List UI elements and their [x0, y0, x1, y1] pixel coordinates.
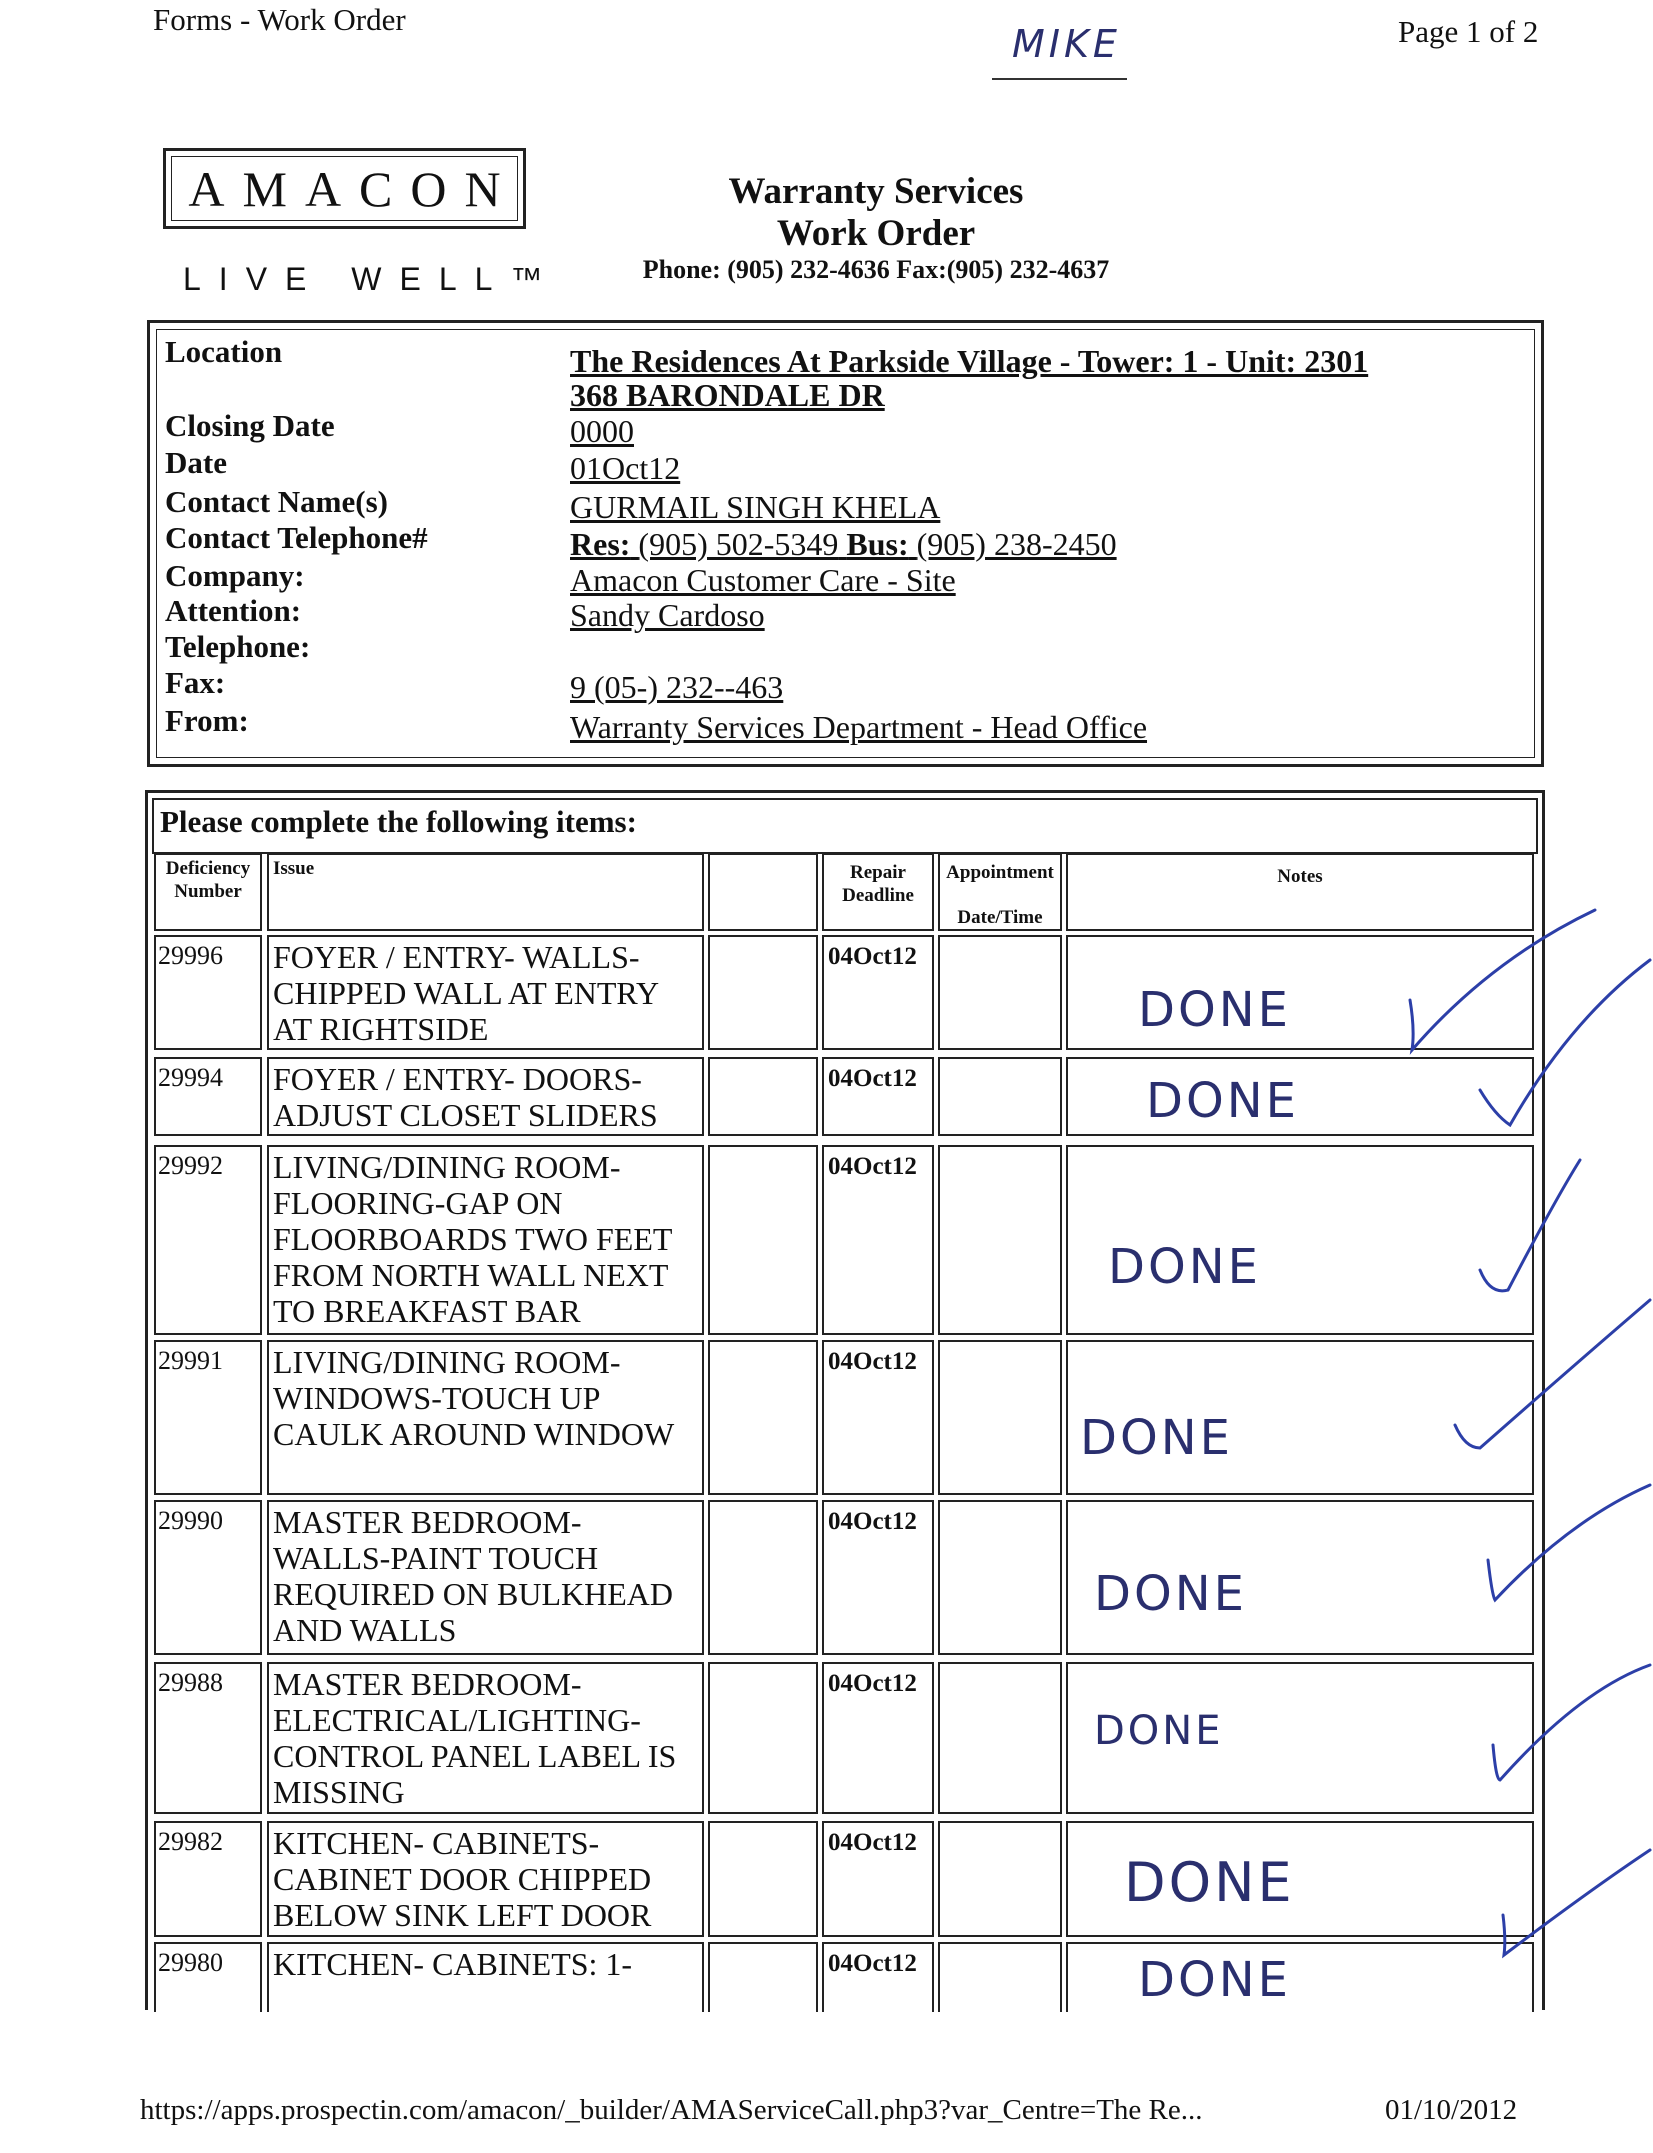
logo-inner-border — [171, 156, 518, 221]
deficiency-number: 29994 — [158, 1063, 223, 1092]
note-done: DONE — [1094, 1708, 1224, 1754]
note-done: DONE — [1138, 1952, 1291, 2008]
repair-deadline: 04Oct12 — [828, 1829, 917, 1856]
label-company: Company: — [165, 558, 305, 593]
repair-deadline: 04Oct12 — [828, 1950, 917, 1977]
issue-cell — [267, 1942, 704, 2012]
issue-text: FOYER / ENTRY- DOORS- ADJUST CLOSET SLIDERS — [273, 1061, 658, 1133]
footer-url: https://apps.prospectin.com/amacon/_builder/AMAServiceCall.php3?var_Centre=The Re... — [140, 2094, 1203, 2126]
appointment-cell — [938, 1145, 1062, 1335]
header-appointment: Appointment — [946, 862, 1054, 883]
table-row — [154, 1340, 262, 1495]
appointment-cell — [938, 1340, 1062, 1495]
logo-tagline: LIVE WELL™ — [183, 261, 561, 297]
repair-deadline: 04Oct12 — [828, 1670, 917, 1697]
header-page-number: Page 1 of 2 — [1398, 14, 1539, 49]
check-mark-icon — [1488, 1485, 1650, 1600]
value-from: Warranty Services Department - Head Office — [570, 709, 1148, 745]
repair-deadline: 04Oct12 — [828, 1065, 917, 1092]
label-location: Location — [165, 334, 283, 369]
deficiency-number: 29980 — [158, 1948, 223, 1977]
blank-cell — [708, 935, 818, 1050]
repair-deadline: 04Oct12 — [828, 1153, 917, 1180]
note-done: DONE — [1080, 1410, 1233, 1466]
deadline-cell — [822, 1500, 934, 1655]
value-location-line2: 368 BARONDALE DR — [570, 377, 885, 413]
table-row — [154, 1942, 262, 2012]
header-deficiency-1: Deficiency — [165, 858, 251, 879]
appointment-cell — [938, 1057, 1062, 1136]
header-repair-2: Deadline — [842, 885, 914, 906]
bus-label: Bus: — [846, 526, 909, 562]
value-location-line1: The Residences At Parkside Village - Tower: 1 - Unit: 2301 — [570, 343, 1369, 379]
handwritten-underline — [992, 78, 1127, 80]
deficiency-number: 29982 — [158, 1827, 223, 1856]
table-row — [154, 1057, 262, 1136]
label-contact-telephone: Contact Telephone# — [165, 520, 428, 555]
check-mark-icon — [1410, 910, 1595, 1050]
issue-text: MASTER BEDROOM- ELECTRICAL/LIGHTING- CONTROL PANEL LABEL IS MISSING — [273, 1666, 677, 1810]
deadline-cell — [822, 1662, 934, 1814]
header-repair-1: Repair — [850, 862, 906, 883]
blank-cell — [708, 1942, 818, 2012]
label-closing-date: Closing Date — [165, 408, 335, 443]
header-issue: Issue — [273, 858, 315, 879]
label-telephone: Telephone: — [165, 629, 311, 664]
repair-deadline: 04Oct12 — [828, 1348, 917, 1375]
blank-cell — [708, 1662, 818, 1814]
note-done: DONE — [1108, 1239, 1261, 1295]
note-done: DONE — [1124, 1851, 1295, 1914]
table-row — [154, 1662, 262, 1814]
res-label: Res: — [570, 526, 631, 562]
document-title-line1: Warranty Services — [728, 171, 1024, 212]
contact-phone-fax: Phone: (905) 232-4636 Fax:(905) 232-4637 — [642, 255, 1110, 284]
label-contact-names: Contact Name(s) — [165, 484, 388, 519]
value-contact-names: GURMAIL SINGH KHELA — [570, 489, 941, 525]
deficiency-number: 29996 — [158, 941, 223, 970]
header-datetime: Date/Time — [957, 907, 1043, 928]
appointment-cell — [938, 935, 1062, 1050]
label-attention: Attention: — [165, 593, 302, 628]
deadline-cell — [822, 1340, 934, 1495]
footer-date: 01/10/2012 — [1385, 2094, 1518, 2126]
issue-text: KITCHEN- CABINETS: 1- — [273, 1946, 633, 1982]
issue-text: LIVING/DINING ROOM- FLOORING-GAP ON FLOORBOARDS TWO FEET FROM NORTH WALL NEXT TO BREAKFAST BAR — [273, 1149, 673, 1329]
value-closing-date: 0000 — [570, 413, 634, 449]
repair-deadline: 04Oct12 — [828, 943, 917, 970]
deficiency-number: 29991 — [158, 1346, 223, 1375]
header-repair-cell — [822, 853, 934, 931]
check-mark-icon — [1455, 1300, 1650, 1448]
check-mark-icon — [1493, 1665, 1650, 1780]
issue-cell — [267, 1057, 704, 1136]
table-row — [154, 1145, 262, 1335]
amacon-logo — [163, 148, 526, 229]
issue-cell — [267, 1145, 704, 1335]
note-done: DONE — [1138, 982, 1291, 1038]
table-row — [154, 935, 262, 1050]
note-done: DONE — [1094, 1566, 1247, 1622]
items-title: Please complete the following items: — [160, 804, 637, 839]
note-done: DONE — [1146, 1073, 1299, 1129]
table-row — [154, 1500, 262, 1655]
issue-text: FOYER / ENTRY- WALLS- CHIPPED WALL AT ENTRY AT RIGHTSIDE — [273, 939, 660, 1047]
header-form-title: Forms - Work Order — [153, 2, 406, 37]
handwritten-name: MIKE — [1012, 22, 1121, 66]
issue-cell — [267, 1340, 704, 1495]
header-deficiency-2: Number — [174, 881, 242, 902]
deadline-cell — [822, 1057, 934, 1136]
issue-cell — [267, 1821, 704, 1937]
value-company: Amacon Customer Care - Site — [570, 562, 956, 598]
deadline-cell — [822, 1942, 934, 2012]
value-attention: Sandy Cardoso — [570, 597, 765, 633]
res-phone: (905) 502-5349 — [638, 526, 839, 562]
label-fax: Fax: — [165, 665, 226, 700]
blank-cell — [708, 1145, 818, 1335]
header-notes: Notes — [1277, 866, 1323, 887]
header-blank-cell — [708, 853, 818, 931]
bus-phone: (905) 238-2450 — [916, 526, 1117, 562]
blank-cell — [708, 1821, 818, 1937]
deadline-cell — [822, 1821, 934, 1937]
deadline-cell — [822, 1145, 934, 1335]
check-marks — [1380, 900, 1653, 2000]
issue-text: MASTER BEDROOM- WALLS-PAINT TOUCH REQUIRED ON BULKHEAD AND WALLS — [273, 1504, 673, 1648]
label-from: From: — [165, 703, 249, 738]
value-date: 01Oct12 — [570, 450, 681, 486]
deficiency-number: 29990 — [158, 1506, 223, 1535]
check-mark-icon — [1503, 1850, 1650, 1955]
issue-cell — [267, 935, 704, 1050]
deficiency-number: 29988 — [158, 1668, 223, 1697]
issue-cell — [267, 1500, 704, 1655]
logo-name: AMACON — [188, 160, 519, 217]
table-row — [154, 1821, 262, 1937]
issue-text: LIVING/DINING ROOM- WINDOWS-TOUCH UP CAULK AROUND WINDOW — [273, 1344, 675, 1452]
issue-cell — [267, 1662, 704, 1814]
appointment-cell — [938, 1500, 1062, 1655]
issue-text: KITCHEN- CABINETS- CABINET DOOR CHIPPED BELOW SINK LEFT DOOR — [273, 1825, 652, 1933]
header-appointment-cell — [938, 853, 1062, 931]
label-date: Date — [165, 445, 227, 480]
appointment-cell — [938, 1942, 1062, 2012]
header-deficiency-cell — [154, 853, 262, 931]
check-mark-icon — [1480, 960, 1650, 1125]
blank-cell — [708, 1500, 818, 1655]
blank-cell — [708, 1057, 818, 1136]
header-issue-cell — [267, 853, 704, 931]
value-contact-telephone — [570, 526, 1117, 563]
repair-deadline: 04Oct12 — [828, 1508, 917, 1535]
document-title-line2: Work Order — [776, 213, 976, 254]
deadline-cell — [822, 935, 934, 1050]
value-fax: 9 (05-) 232--463 — [570, 669, 784, 705]
blank-cell — [708, 1340, 818, 1495]
deficiency-number: 29992 — [158, 1151, 223, 1180]
check-mark-icon — [1480, 1160, 1580, 1291]
appointment-cell — [938, 1662, 1062, 1814]
appointment-cell — [938, 1821, 1062, 1937]
